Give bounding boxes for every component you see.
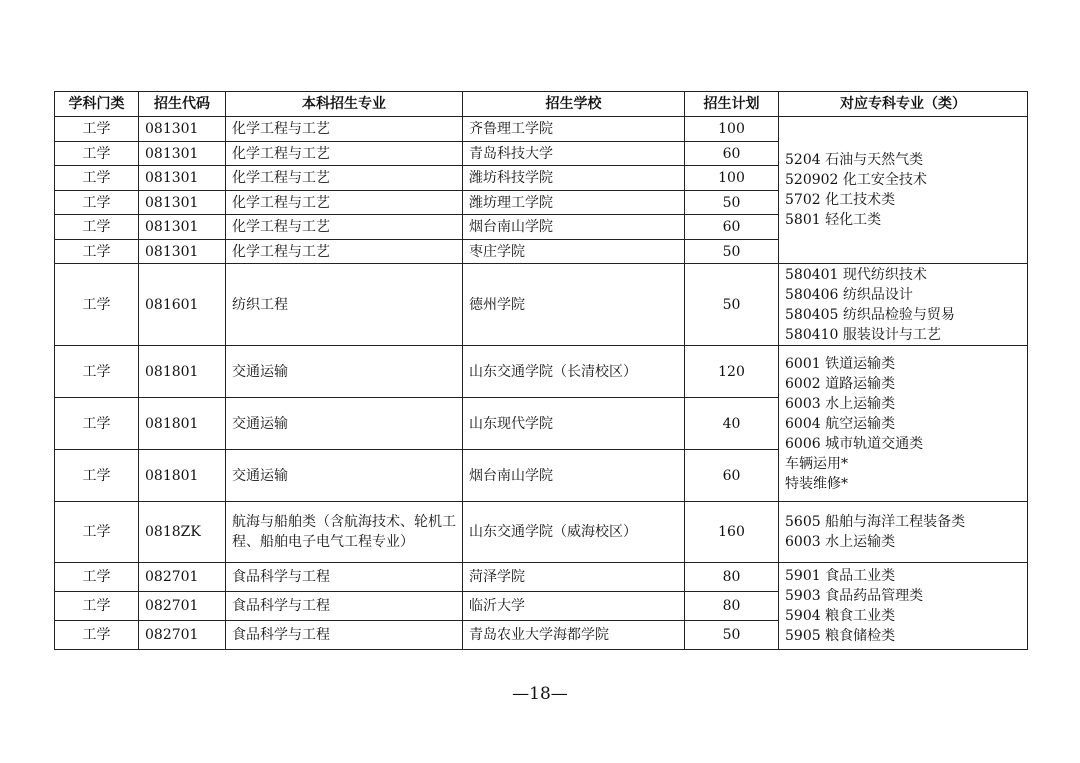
header-related-majors: 对应专科专业（类） xyxy=(779,92,1028,117)
cell-code: 082701 xyxy=(139,592,226,621)
cell-related-majors: 6001 铁道运输类 6002 道路运输类 6003 水上运输类 6004 航空运输类 6006 城市轨道交通类 车辆运用* 特装维修* xyxy=(779,346,1028,502)
cell-category: 工学 xyxy=(55,563,139,592)
cell-plan: 100 xyxy=(685,117,779,142)
cell-category: 工学 xyxy=(55,166,139,191)
cell-major: 航海与船舶类（含航海技术、轮机工程、船舶电子电气工程专业） xyxy=(226,502,463,563)
cell-category: 工学 xyxy=(55,215,139,240)
cell-code: 082701 xyxy=(139,563,226,592)
cell-plan: 40 xyxy=(685,398,779,450)
table-row xyxy=(55,117,1028,142)
cell-school: 烟台南山学院 xyxy=(463,215,685,240)
cell-category: 工学 xyxy=(55,346,139,398)
cell-school: 山东交通学院（长清校区） xyxy=(463,346,685,398)
admissions-table xyxy=(54,91,1028,650)
cell-school: 山东交通学院（威海校区） xyxy=(463,502,685,563)
header-plan: 招生计划 xyxy=(685,92,779,117)
header-major: 本科招生专业 xyxy=(226,92,463,117)
cell-school: 青岛科技大学 xyxy=(463,142,685,166)
cell-school: 山东现代学院 xyxy=(463,398,685,450)
header-row xyxy=(55,92,1028,117)
table-row xyxy=(55,264,1028,346)
cell-category: 工学 xyxy=(55,117,139,142)
cell-plan: 100 xyxy=(685,166,779,191)
cell-plan: 50 xyxy=(685,621,779,650)
cell-code: 0818ZK xyxy=(139,502,226,563)
cell-category: 工学 xyxy=(55,502,139,563)
cell-category: 工学 xyxy=(55,592,139,621)
cell-major: 交通运输 xyxy=(226,346,463,398)
table-row xyxy=(55,502,1028,563)
cell-category: 工学 xyxy=(55,142,139,166)
cell-code: 081301 xyxy=(139,240,226,264)
cell-related-majors: 580401 现代纺织技术 580406 纺织品设计 580405 纺织品检验与贸易 580410 服装设计与工艺 xyxy=(779,264,1028,346)
cell-code: 081601 xyxy=(139,264,226,346)
cell-plan: 120 xyxy=(685,346,779,398)
cell-code: 081301 xyxy=(139,215,226,240)
cell-school: 菏泽学院 xyxy=(463,563,685,592)
cell-school: 枣庄学院 xyxy=(463,240,685,264)
cell-code: 082701 xyxy=(139,621,226,650)
cell-plan: 60 xyxy=(685,142,779,166)
table-row xyxy=(55,346,1028,398)
cell-major: 食品科学与工程 xyxy=(226,592,463,621)
header-code: 招生代码 xyxy=(139,92,226,117)
cell-school: 青岛农业大学海都学院 xyxy=(463,621,685,650)
cell-plan: 50 xyxy=(685,191,779,215)
cell-major: 交通运输 xyxy=(226,398,463,450)
cell-code: 081301 xyxy=(139,166,226,191)
cell-major: 化学工程与工艺 xyxy=(226,191,463,215)
cell-code: 081801 xyxy=(139,346,226,398)
cell-category: 工学 xyxy=(55,191,139,215)
cell-plan: 80 xyxy=(685,563,779,592)
cell-category: 工学 xyxy=(55,621,139,650)
cell-code: 081301 xyxy=(139,117,226,142)
cell-category: 工学 xyxy=(55,264,139,346)
cell-plan: 60 xyxy=(685,450,779,502)
cell-major: 化学工程与工艺 xyxy=(226,166,463,191)
cell-school: 潍坊科技学院 xyxy=(463,166,685,191)
cell-plan: 160 xyxy=(685,502,779,563)
cell-related-majors: 5204 石油与天然气类 520902 化工安全技术 5702 化工技术类 5801 轻化工类 xyxy=(779,117,1028,264)
cell-category: 工学 xyxy=(55,450,139,502)
cell-plan: 80 xyxy=(685,592,779,621)
cell-plan: 60 xyxy=(685,215,779,240)
cell-school: 临沂大学 xyxy=(463,592,685,621)
cell-major: 化学工程与工艺 xyxy=(226,240,463,264)
header-school: 招生学校 xyxy=(463,92,685,117)
cell-category: 工学 xyxy=(55,240,139,264)
cell-major: 食品科学与工程 xyxy=(226,563,463,592)
cell-major: 交通运输 xyxy=(226,450,463,502)
cell-code: 081301 xyxy=(139,142,226,166)
cell-major: 纺织工程 xyxy=(226,264,463,346)
cell-category: 工学 xyxy=(55,398,139,450)
table-row xyxy=(55,563,1028,592)
cell-code: 081801 xyxy=(139,398,226,450)
cell-school: 烟台南山学院 xyxy=(463,450,685,502)
page-number: —18— xyxy=(512,684,568,704)
cell-major: 化学工程与工艺 xyxy=(226,142,463,166)
cell-plan: 50 xyxy=(685,264,779,346)
cell-related-majors: 5605 船舶与海洋工程装备类 6003 水上运输类 xyxy=(779,502,1028,563)
cell-major: 化学工程与工艺 xyxy=(226,117,463,142)
header-category: 学科门类 xyxy=(55,92,139,117)
cell-related-majors: 5901 食品工业类 5903 食品药品管理类 5904 粮食工业类 5905 粮食储检类 xyxy=(779,563,1028,650)
cell-code: 081301 xyxy=(139,191,226,215)
cell-school: 德州学院 xyxy=(463,264,685,346)
cell-code: 081801 xyxy=(139,450,226,502)
cell-plan: 50 xyxy=(685,240,779,264)
cell-major: 化学工程与工艺 xyxy=(226,215,463,240)
cell-school: 潍坊理工学院 xyxy=(463,191,685,215)
cell-major: 食品科学与工程 xyxy=(226,621,463,650)
cell-school: 齐鲁理工学院 xyxy=(463,117,685,142)
